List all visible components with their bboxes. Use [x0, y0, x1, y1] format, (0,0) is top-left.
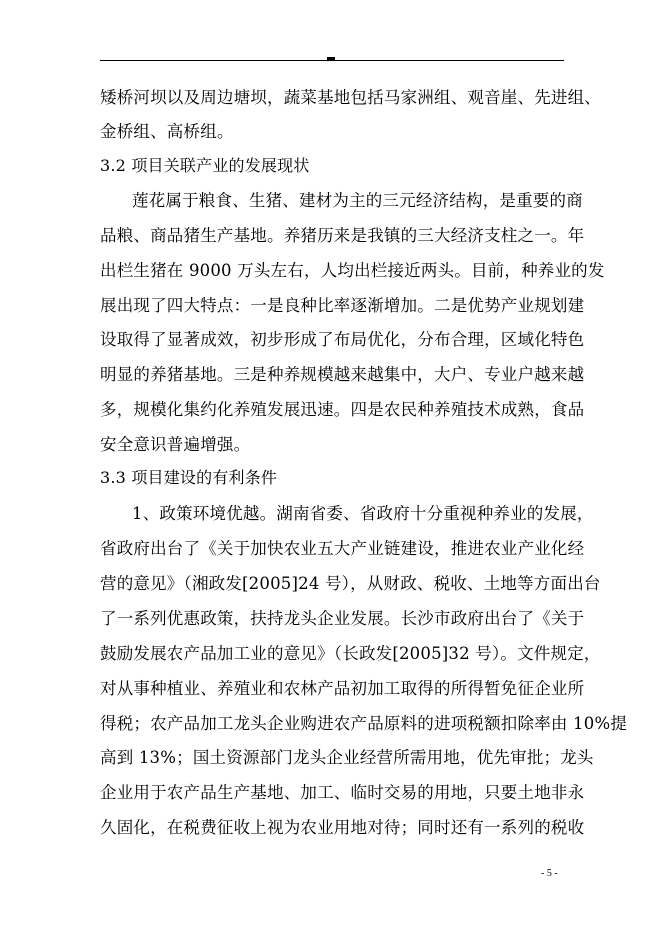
text-line: 高到 13%；国土资源部门龙头企业经营所需用地，优先审批；龙头 [100, 748, 594, 767]
header-rule [100, 60, 564, 61]
text-line: 多，规模化集约化养殖发展迅速。四是农民种养殖技术成熟，食品 [100, 400, 585, 419]
text-line: 展出现了四大特点：一是良种比率逐渐增加。二是优势产业规划建 [100, 296, 585, 315]
paragraph-first-line: 1、政策环境优越。湖南省委、省政府十分重视种养业的发展， [132, 504, 594, 523]
paragraph-first-line: 莲花属于粮食、生猪、建材为主的三元经济结构，是重要的商 [132, 191, 583, 210]
text-line: 企业用于农产品生产基地、加工、临时交易的用地，只要土地非永 [100, 783, 585, 802]
text-line: 设取得了显著成效，初步形成了布局优化，分布合理，区域化特色 [100, 330, 585, 349]
text-line: 省政府出台了《关于加快农业五大产业链建设，推进农业产业化经 [100, 539, 585, 558]
page-number: - 5 - [541, 868, 558, 879]
text-line: 明显的养猪基地。三是种养规模越来越集中，大户、专业户越来越 [100, 365, 585, 384]
section-heading: 3.2 项目关联产业的发展现状 [100, 156, 310, 175]
section-heading: 3.3 项目建设的有利条件 [100, 468, 278, 487]
text-line: 营的意见》（湘政发[2005]24 号），从财政、税收、土地等方面出台 [100, 574, 601, 593]
header-mark [327, 57, 335, 60]
text-line: 出栏生猪在 9000 万头左右，人均出栏接近两头。目前，种养业的发 [100, 261, 605, 280]
text-line: 对从事种植业、养殖业和农林产品初加工取得的所得暂免征企业所 [100, 679, 585, 698]
text-line: 鼓励发展农产品加工业的意见》（长政发[2005]32 号）。文件规定， [100, 644, 601, 663]
text-line: 安全意识普遍增强。 [100, 435, 251, 454]
text-line: 了一系列优惠政策，扶持龙头企业发展。长沙市政府出台了《关于 [100, 609, 585, 628]
text-line: 矮桥河坝以及周边塘坝，蔬菜基地包括马家洲组、观音崖、先进组、 [100, 88, 601, 107]
text-line: 品粮、商品猪生产基地。养猪历来是我镇的三大经济支柱之一。年 [100, 226, 585, 245]
text-line: 金桥组、高桥组。 [100, 122, 234, 141]
text-line: 得税；农产品加工龙头企业购进农产品原料的进项税额扣除率由 10%提 [100, 714, 628, 733]
text-line: 久固化，在税费征收上视为农业用地对待；同时还有一系列的税收 [100, 818, 585, 837]
